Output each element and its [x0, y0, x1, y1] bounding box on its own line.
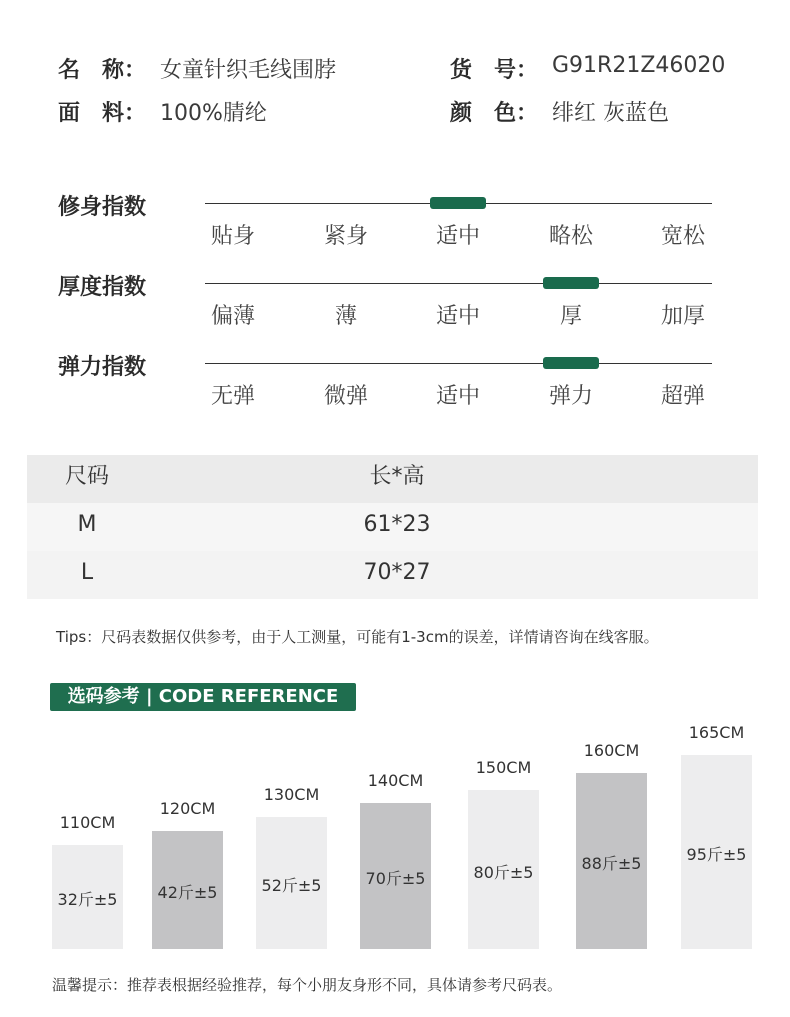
index-option: 薄 — [334, 304, 357, 329]
index-title: 厚度指数 — [58, 275, 147, 300]
footnote-text: 温馨提示：推荐表根据经验推荐，每个小朋友身形不同，具体请参考尺码表。 — [52, 976, 563, 994]
reference-bar-weight: 80斤±5 — [473, 862, 534, 882]
reference-bar-height: 150CM — [475, 758, 532, 777]
index-selected-marker — [430, 197, 486, 209]
reference-bar — [681, 755, 752, 949]
color-label: 颜 色： — [450, 101, 539, 126]
material-value: 100%腈纶 — [160, 101, 267, 126]
table-row — [27, 551, 758, 599]
index-title: 弹力指数 — [58, 355, 147, 380]
index-option: 加厚 — [660, 304, 705, 329]
table-cell-dimensions: 70*27 — [363, 560, 431, 585]
index-option: 弹力 — [548, 384, 593, 409]
index-option: 微弹 — [323, 384, 368, 409]
index-option: 紧身 — [323, 224, 368, 249]
index-option: 宽松 — [660, 224, 705, 249]
reference-bar — [360, 803, 431, 949]
index-selected-marker — [543, 357, 599, 369]
reference-bar-weight: 32斤±5 — [57, 890, 118, 909]
reference-bar — [52, 845, 123, 949]
index-option: 无弹 — [210, 384, 255, 409]
name-label: 名 称： — [58, 58, 147, 83]
index-option: 贴身 — [210, 224, 255, 249]
index-option: 偏薄 — [210, 304, 255, 329]
index-title: 修身指数 — [58, 195, 147, 220]
size-table — [27, 455, 758, 599]
table-cell-size: L — [80, 560, 94, 585]
reference-bar-weight: 95斤±5 — [686, 845, 747, 864]
table-row — [27, 503, 758, 551]
reference-bar — [152, 831, 223, 949]
table-cell-dimensions: 61*23 — [363, 512, 431, 537]
index-option: 超弹 — [660, 384, 705, 409]
reference-bar-weight: 42斤±5 — [157, 883, 218, 902]
reference-bar-height: 160CM — [583, 741, 640, 760]
reference-bar-height: 165CM — [688, 723, 745, 742]
reference-bar-weight: 88斤±5 — [581, 854, 642, 873]
name-value: 女童针织毛线围脖 — [160, 58, 337, 83]
color-value: 绯红 灰蓝色 — [552, 101, 669, 126]
index-selected-marker — [543, 277, 599, 289]
tips-text: Tips：尺码表数据仅供参考，由于人工测量，可能有1-3cm的误差，详情请咨询在线客服。 — [56, 628, 659, 646]
index-option: 适中 — [435, 384, 480, 409]
material-label: 面 料： — [58, 101, 147, 126]
table-header-row — [27, 455, 758, 503]
table-cell-size: M — [77, 512, 97, 537]
reference-bar-height: 110CM — [59, 813, 116, 832]
reference-bar-height: 130CM — [263, 785, 320, 804]
reference-bar-weight: 70斤±5 — [365, 869, 426, 888]
index-option: 适中 — [435, 304, 480, 329]
sku-value: G91R21Z46020 — [552, 53, 726, 78]
index-option: 略松 — [548, 224, 593, 249]
reference-bar — [468, 790, 539, 949]
table-header-size: 尺码 — [64, 464, 109, 489]
index-scale-line — [205, 363, 712, 364]
index-scale-line — [205, 283, 712, 284]
reference-bar — [256, 817, 327, 949]
reference-bar-height: 140CM — [367, 771, 424, 790]
reference-bar-height: 120CM — [159, 799, 216, 818]
sku-label: 货 号： — [450, 58, 539, 83]
index-option: 厚 — [559, 304, 582, 329]
reference-bar — [576, 773, 647, 949]
index-option: 适中 — [435, 224, 480, 249]
reference-badge: 选码参考 | CODE REFERENCE — [50, 683, 356, 711]
reference-bar-weight: 52斤±5 — [261, 876, 322, 895]
table-header-dimensions: 长*高 — [369, 464, 425, 489]
